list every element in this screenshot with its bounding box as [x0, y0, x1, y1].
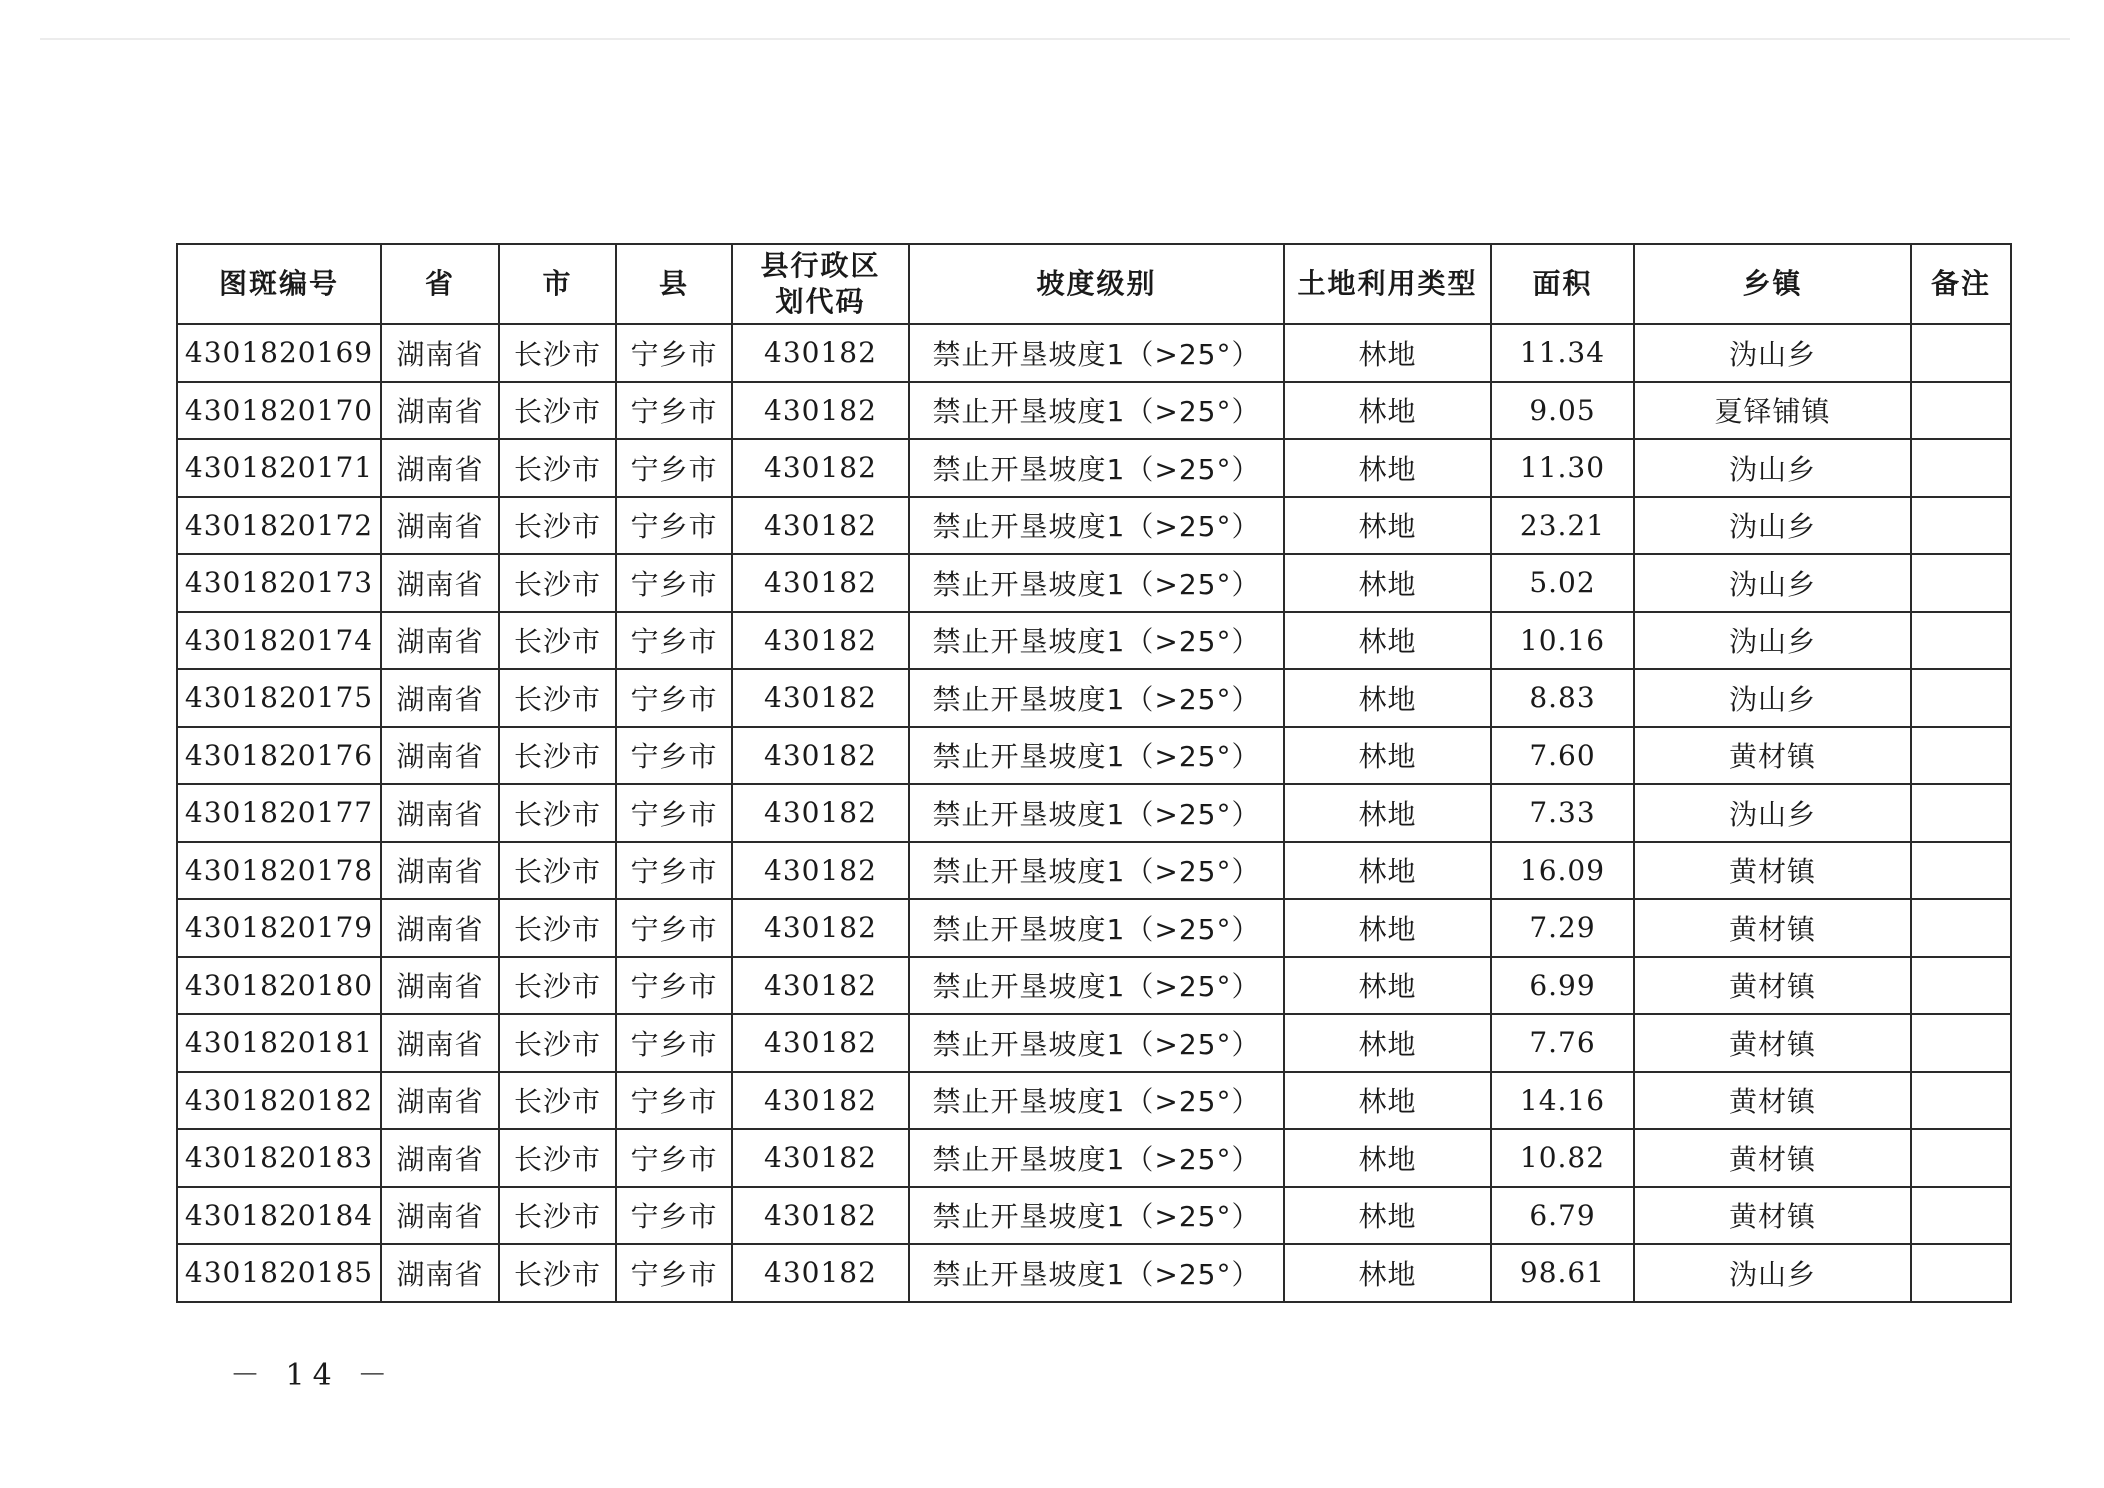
- cell-remarks: [1911, 439, 2011, 497]
- cell-remarks: [1911, 1014, 2011, 1072]
- cell-land-use-type: 林地: [1284, 497, 1491, 555]
- cell-parcel-id: 4301820182: [177, 1072, 381, 1130]
- cell-county: 宁乡市: [616, 1072, 732, 1130]
- cell-area: 10.16: [1491, 612, 1634, 670]
- header-county-code-line2: 划代码: [775, 285, 866, 318]
- cell-county: 宁乡市: [616, 842, 732, 900]
- cell-parcel-id: 4301820179: [177, 899, 381, 957]
- cell-township: 沩山乡: [1634, 1244, 1911, 1302]
- cell-city: 长沙市: [499, 439, 616, 497]
- cell-land-use-type: 林地: [1284, 382, 1491, 440]
- cell-county-code: 430182: [732, 554, 909, 612]
- cell-parcel-id: 4301820175: [177, 669, 381, 727]
- cell-land-use-type: 林地: [1284, 554, 1491, 612]
- cell-county: 宁乡市: [616, 612, 732, 670]
- cell-city: 长沙市: [499, 382, 616, 440]
- cell-township: 沩山乡: [1634, 554, 1911, 612]
- cell-county: 宁乡市: [616, 1244, 732, 1302]
- header-parcel-id: 图斑编号: [177, 244, 381, 324]
- cell-province: 湖南省: [381, 324, 499, 382]
- cell-remarks: [1911, 842, 2011, 900]
- cell-area: 11.30: [1491, 439, 1634, 497]
- cell-province: 湖南省: [381, 439, 499, 497]
- cell-province: 湖南省: [381, 727, 499, 785]
- cell-parcel-id: 4301820178: [177, 842, 381, 900]
- cell-province: 湖南省: [381, 957, 499, 1015]
- cell-county: 宁乡市: [616, 497, 732, 555]
- cell-county-code: 430182: [732, 842, 909, 900]
- cell-area: 9.05: [1491, 382, 1634, 440]
- cell-township: 夏铎铺镇: [1634, 382, 1911, 440]
- cell-slope-level: 禁止开垦坡度1（>25°）: [909, 1244, 1284, 1302]
- cell-area: 6.79: [1491, 1187, 1634, 1245]
- cell-city: 长沙市: [499, 899, 616, 957]
- header-county-code: [732, 244, 909, 324]
- cell-city: 长沙市: [499, 1129, 616, 1187]
- cell-county-code: 430182: [732, 669, 909, 727]
- table-row: [177, 842, 2011, 900]
- cell-slope-level: 禁止开垦坡度1（>25°）: [909, 957, 1284, 1015]
- cell-township: 黄材镇: [1634, 1072, 1911, 1130]
- cell-remarks: [1911, 497, 2011, 555]
- cell-parcel-id: 4301820181: [177, 1014, 381, 1072]
- cell-county-code: 430182: [732, 1129, 909, 1187]
- cell-province: 湖南省: [381, 497, 499, 555]
- cell-area: 10.82: [1491, 1129, 1634, 1187]
- header-remarks: 备注: [1911, 244, 2011, 324]
- cell-township: 沩山乡: [1634, 612, 1911, 670]
- cell-county-code: 430182: [732, 784, 909, 842]
- cell-remarks: [1911, 669, 2011, 727]
- cell-township: 沩山乡: [1634, 669, 1911, 727]
- cell-land-use-type: 林地: [1284, 669, 1491, 727]
- table-row: [177, 554, 2011, 612]
- cell-city: 长沙市: [499, 784, 616, 842]
- cell-remarks: [1911, 1072, 2011, 1130]
- cell-area: 11.34: [1491, 324, 1634, 382]
- cell-township: 黄材镇: [1634, 842, 1911, 900]
- cell-slope-level: 禁止开垦坡度1（>25°）: [909, 899, 1284, 957]
- cell-land-use-type: 林地: [1284, 727, 1491, 785]
- cell-remarks: [1911, 1129, 2011, 1187]
- cell-remarks: [1911, 899, 2011, 957]
- cell-province: 湖南省: [381, 612, 499, 670]
- cell-remarks: [1911, 554, 2011, 612]
- cell-province: 湖南省: [381, 669, 499, 727]
- cell-land-use-type: 林地: [1284, 1129, 1491, 1187]
- cell-township: 黄材镇: [1634, 957, 1911, 1015]
- cell-county: 宁乡市: [616, 899, 732, 957]
- land-parcel-table: [176, 243, 2012, 1303]
- cell-province: 湖南省: [381, 554, 499, 612]
- cell-township: 沩山乡: [1634, 439, 1911, 497]
- page-number: － 14 －: [230, 1358, 396, 1393]
- cell-township: 黄材镇: [1634, 1014, 1911, 1072]
- cell-county-code: 430182: [732, 1072, 909, 1130]
- cell-county-code: 430182: [732, 957, 909, 1015]
- table-container: [176, 243, 2010, 1303]
- cell-land-use-type: 林地: [1284, 439, 1491, 497]
- cell-area: 8.83: [1491, 669, 1634, 727]
- cell-area: 98.61: [1491, 1244, 1634, 1302]
- table-row: [177, 957, 2011, 1015]
- cell-remarks: [1911, 1187, 2011, 1245]
- cell-county: 宁乡市: [616, 382, 732, 440]
- cell-county-code: 430182: [732, 899, 909, 957]
- cell-province: 湖南省: [381, 842, 499, 900]
- table-row: [177, 1129, 2011, 1187]
- header-province: 省: [381, 244, 499, 324]
- cell-county: 宁乡市: [616, 669, 732, 727]
- cell-slope-level: 禁止开垦坡度1（>25°）: [909, 1129, 1284, 1187]
- cell-remarks: [1911, 612, 2011, 670]
- header-land-use-type: 土地利用类型: [1284, 244, 1491, 324]
- cell-city: 长沙市: [499, 1014, 616, 1072]
- cell-slope-level: 禁止开垦坡度1（>25°）: [909, 784, 1284, 842]
- cell-land-use-type: 林地: [1284, 1244, 1491, 1302]
- cell-land-use-type: 林地: [1284, 842, 1491, 900]
- cell-land-use-type: 林地: [1284, 324, 1491, 382]
- cell-city: 长沙市: [499, 497, 616, 555]
- cell-remarks: [1911, 957, 2011, 1015]
- cell-province: 湖南省: [381, 382, 499, 440]
- cell-county-code: 430182: [732, 382, 909, 440]
- cell-land-use-type: 林地: [1284, 899, 1491, 957]
- cell-slope-level: 禁止开垦坡度1（>25°）: [909, 612, 1284, 670]
- cell-land-use-type: 林地: [1284, 1014, 1491, 1072]
- cell-province: 湖南省: [381, 1244, 499, 1302]
- cell-city: 长沙市: [499, 727, 616, 785]
- header-city: 市: [499, 244, 616, 324]
- table-row: [177, 324, 2011, 382]
- table-row: [177, 1187, 2011, 1245]
- cell-province: 湖南省: [381, 1129, 499, 1187]
- cell-county: 宁乡市: [616, 727, 732, 785]
- cell-remarks: [1911, 727, 2011, 785]
- cell-city: 长沙市: [499, 612, 616, 670]
- header-slope-level: 坡度级别: [909, 244, 1284, 324]
- cell-county: 宁乡市: [616, 1129, 732, 1187]
- cell-remarks: [1911, 784, 2011, 842]
- table-row: [177, 669, 2011, 727]
- cell-township: 黄材镇: [1634, 899, 1911, 957]
- cell-slope-level: 禁止开垦坡度1（>25°）: [909, 727, 1284, 785]
- header-township: 乡镇: [1634, 244, 1911, 324]
- cell-county: 宁乡市: [616, 957, 732, 1015]
- table-row: [177, 497, 2011, 555]
- table-row: [177, 784, 2011, 842]
- cell-parcel-id: 4301820173: [177, 554, 381, 612]
- cell-area: 7.29: [1491, 899, 1634, 957]
- cell-area: 7.33: [1491, 784, 1634, 842]
- cell-county: 宁乡市: [616, 439, 732, 497]
- cell-parcel-id: 4301820171: [177, 439, 381, 497]
- header-area: 面积: [1491, 244, 1634, 324]
- table-header-row: [177, 244, 2011, 324]
- cell-province: 湖南省: [381, 784, 499, 842]
- cell-slope-level: 禁止开垦坡度1（>25°）: [909, 382, 1284, 440]
- cell-area: 23.21: [1491, 497, 1634, 555]
- cell-remarks: [1911, 382, 2011, 440]
- cell-city: 长沙市: [499, 957, 616, 1015]
- cell-township: 黄材镇: [1634, 1187, 1911, 1245]
- cell-city: 长沙市: [499, 1244, 616, 1302]
- cell-county-code: 430182: [732, 1014, 909, 1072]
- cell-slope-level: 禁止开垦坡度1（>25°）: [909, 324, 1284, 382]
- cell-slope-level: 禁止开垦坡度1（>25°）: [909, 1187, 1284, 1245]
- cell-county-code: 430182: [732, 439, 909, 497]
- cell-county: 宁乡市: [616, 1014, 732, 1072]
- cell-area: 6.99: [1491, 957, 1634, 1015]
- cell-township: 沩山乡: [1634, 324, 1911, 382]
- cell-county: 宁乡市: [616, 324, 732, 382]
- cell-slope-level: 禁止开垦坡度1（>25°）: [909, 1014, 1284, 1072]
- cell-area: 14.16: [1491, 1072, 1634, 1130]
- cell-city: 长沙市: [499, 842, 616, 900]
- table-row: [177, 612, 2011, 670]
- cell-city: 长沙市: [499, 324, 616, 382]
- cell-parcel-id: 4301820172: [177, 497, 381, 555]
- cell-city: 长沙市: [499, 1187, 616, 1245]
- top-divider: [40, 38, 2070, 40]
- cell-county-code: 430182: [732, 727, 909, 785]
- cell-county-code: 430182: [732, 324, 909, 382]
- cell-county: 宁乡市: [616, 784, 732, 842]
- cell-land-use-type: 林地: [1284, 612, 1491, 670]
- cell-area: 5.02: [1491, 554, 1634, 612]
- cell-land-use-type: 林地: [1284, 1072, 1491, 1130]
- cell-city: 长沙市: [499, 554, 616, 612]
- cell-area: 16.09: [1491, 842, 1634, 900]
- cell-land-use-type: 林地: [1284, 957, 1491, 1015]
- cell-area: 7.76: [1491, 1014, 1634, 1072]
- cell-parcel-id: 4301820183: [177, 1129, 381, 1187]
- cell-parcel-id: 4301820184: [177, 1187, 381, 1245]
- cell-parcel-id: 4301820174: [177, 612, 381, 670]
- cell-province: 湖南省: [381, 899, 499, 957]
- table-row: [177, 382, 2011, 440]
- cell-slope-level: 禁止开垦坡度1（>25°）: [909, 554, 1284, 612]
- cell-province: 湖南省: [381, 1187, 499, 1245]
- cell-township: 黄材镇: [1634, 1129, 1911, 1187]
- header-county-code-line1: 县行政区: [760, 249, 881, 282]
- cell-slope-level: 禁止开垦坡度1（>25°）: [909, 1072, 1284, 1130]
- cell-county-code: 430182: [732, 1244, 909, 1302]
- cell-slope-level: 禁止开垦坡度1（>25°）: [909, 669, 1284, 727]
- table-row: [177, 439, 2011, 497]
- cell-parcel-id: 4301820170: [177, 382, 381, 440]
- table-row: [177, 899, 2011, 957]
- cell-county-code: 430182: [732, 612, 909, 670]
- cell-township: 黄材镇: [1634, 727, 1911, 785]
- table-row: [177, 727, 2011, 785]
- header-county: 县: [616, 244, 732, 324]
- cell-slope-level: 禁止开垦坡度1（>25°）: [909, 497, 1284, 555]
- cell-county: 宁乡市: [616, 1187, 732, 1245]
- cell-parcel-id: 4301820180: [177, 957, 381, 1015]
- cell-parcel-id: 4301820177: [177, 784, 381, 842]
- cell-remarks: [1911, 324, 2011, 382]
- cell-city: 长沙市: [499, 669, 616, 727]
- cell-province: 湖南省: [381, 1072, 499, 1130]
- table-row: [177, 1072, 2011, 1130]
- cell-county: 宁乡市: [616, 554, 732, 612]
- cell-county-code: 430182: [732, 1187, 909, 1245]
- cell-area: 7.60: [1491, 727, 1634, 785]
- table-row: [177, 1244, 2011, 1302]
- table-row: [177, 1014, 2011, 1072]
- cell-township: 沩山乡: [1634, 497, 1911, 555]
- cell-parcel-id: 4301820169: [177, 324, 381, 382]
- cell-land-use-type: 林地: [1284, 784, 1491, 842]
- cell-land-use-type: 林地: [1284, 1187, 1491, 1245]
- cell-parcel-id: 4301820176: [177, 727, 381, 785]
- cell-parcel-id: 4301820185: [177, 1244, 381, 1302]
- table-body: [177, 324, 2011, 1302]
- cell-slope-level: 禁止开垦坡度1（>25°）: [909, 842, 1284, 900]
- cell-province: 湖南省: [381, 1014, 499, 1072]
- cell-slope-level: 禁止开垦坡度1（>25°）: [909, 439, 1284, 497]
- cell-city: 长沙市: [499, 1072, 616, 1130]
- cell-remarks: [1911, 1244, 2011, 1302]
- cell-township: 沩山乡: [1634, 784, 1911, 842]
- cell-county-code: 430182: [732, 497, 909, 555]
